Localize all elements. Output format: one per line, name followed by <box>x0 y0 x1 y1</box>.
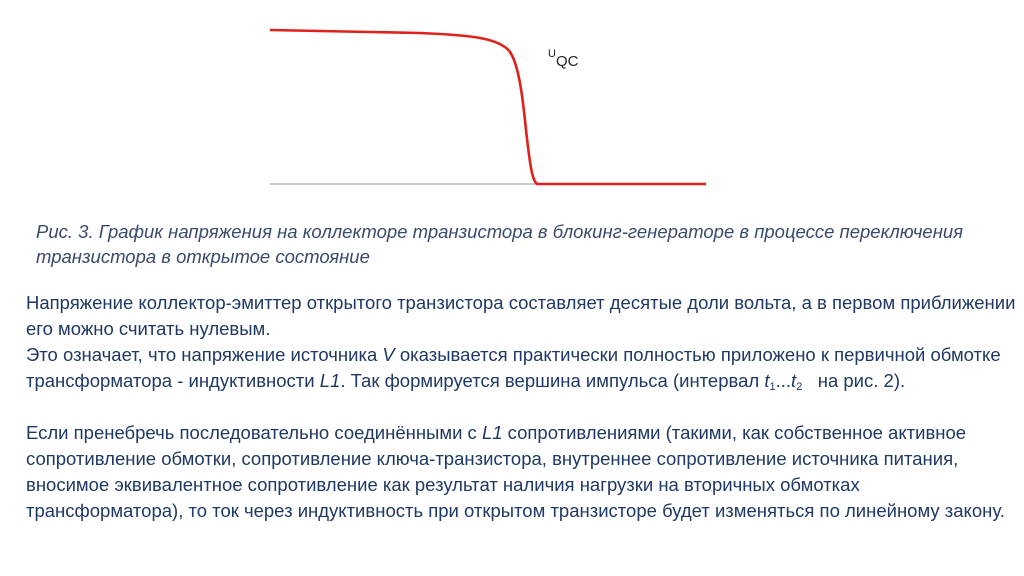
paragraph-1-line-1: Напряжение коллектор-эмиттер открытого транзистора составляет десятые доли вольта, а в первом приближении его можно считать нулевым. <box>26 292 1016 339</box>
t2-subscript: 2 <box>796 381 803 393</box>
paragraph-2-text-b: сопротивлениями (такими, как собственное активное сопротивление обмотки, сопротивление ключа-транзистора, внутреннее сопротивление источника питания, вносимое эквивалентное сопротивление как результат наличия нагрузки на вторичных обмотках трансформатора), то ток через индуктивность при открытом транзисторе будет изменяться по линейному закону. <box>26 422 1005 521</box>
voltage-symbol: V <box>382 344 395 365</box>
paragraph-2 <box>26 420 1016 524</box>
paragraph-1 <box>26 290 1016 394</box>
uqc-label <box>548 48 579 70</box>
inductance-symbol: L1 <box>319 370 341 391</box>
paragraph-2-text-a: Если пренебречь последовательно соединёнными с <box>26 422 482 443</box>
t1-symbol: t <box>764 370 770 391</box>
paragraph-1-text-c: . Так формируется вершина импульса (интервал <box>340 370 765 391</box>
uqc-label-main: U <box>548 48 556 60</box>
inductance-symbol-2: L1 <box>481 422 503 443</box>
t1-subscript: 1 <box>769 381 776 393</box>
paragraph-1-text-b: оказывается практически полностью приложено к первичной обмотке трансформатора - индуктивности <box>26 344 1001 391</box>
voltage-graph <box>0 0 1024 210</box>
paragraph-1-text-d: на рис. 2). <box>802 370 906 391</box>
figure-caption: Рис. 3. График напряжения на коллекторе транзистора в блокинг-генераторе в процессе переключения транзистора в открытое состояние <box>36 221 964 267</box>
uqc-label-sub: QC <box>555 53 579 70</box>
interval-dots: ... <box>775 370 792 391</box>
paragraph-1-text-a: Это означает, что напряжение источника <box>26 344 383 365</box>
collector-voltage-curve <box>270 30 706 184</box>
t2-symbol: t <box>791 370 797 391</box>
